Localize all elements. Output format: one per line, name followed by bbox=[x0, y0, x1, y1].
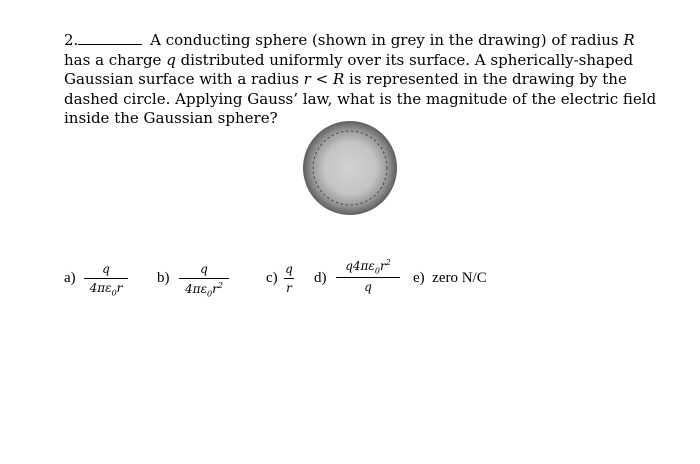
question-number: 2. bbox=[64, 31, 79, 49]
var-q: q bbox=[166, 50, 176, 69]
less-than: < bbox=[310, 70, 333, 88]
question-text bbox=[64, 31, 664, 129]
choice-d-denominator: q bbox=[364, 280, 372, 295]
choice-a-fraction bbox=[84, 262, 128, 297]
choice-e-label: e) zero N/C bbox=[413, 270, 487, 286]
choice-a-label: a) bbox=[64, 270, 76, 286]
choice-b-fraction bbox=[179, 262, 229, 298]
choice-c-denominator: r bbox=[286, 281, 292, 295]
choice-b-numerator: q bbox=[179, 262, 229, 279]
var-R: R bbox=[623, 31, 635, 49]
choice-a-numerator: q bbox=[84, 262, 128, 279]
choice-b-label: b) bbox=[157, 270, 170, 286]
var-R-2: R bbox=[332, 70, 345, 88]
choice-c-fraction bbox=[284, 262, 294, 295]
choice-b-denominator: $4\pi\varepsilon_0r^2$ bbox=[185, 281, 223, 299]
sphere-body bbox=[303, 121, 397, 215]
choice-c-numerator: q bbox=[284, 262, 294, 279]
choice-d-fraction bbox=[336, 258, 400, 294]
var-r: r bbox=[303, 70, 311, 88]
choice-d-numerator: $q4\pi\varepsilon_0r^2$ bbox=[336, 258, 400, 278]
question-part-1: A conducting sphere (shown in grey in the drawing) of radius bbox=[150, 31, 624, 49]
choice-e-text: zero N/C bbox=[432, 270, 487, 286]
sphere-diagram bbox=[300, 118, 400, 222]
conducting-sphere-icon bbox=[300, 118, 400, 218]
choice-d-label: d) bbox=[314, 270, 327, 286]
question-part-2: has a charge bbox=[64, 50, 167, 69]
question-part-3: distributed uniformly over its surface. A spherically-shaped Gaussian surface with a radius bbox=[64, 50, 634, 88]
choice-a-denominator: $4\pi\varepsilon_0r$ bbox=[89, 281, 123, 298]
choice-c-label: c) bbox=[266, 270, 278, 286]
question-part-4: is represented in the drawing by the dashed circle. Applying Gauss’ law, what is the magnitude of the electric field inside the Gaussian sphere? bbox=[64, 70, 657, 127]
answer-blank bbox=[78, 32, 142, 45]
